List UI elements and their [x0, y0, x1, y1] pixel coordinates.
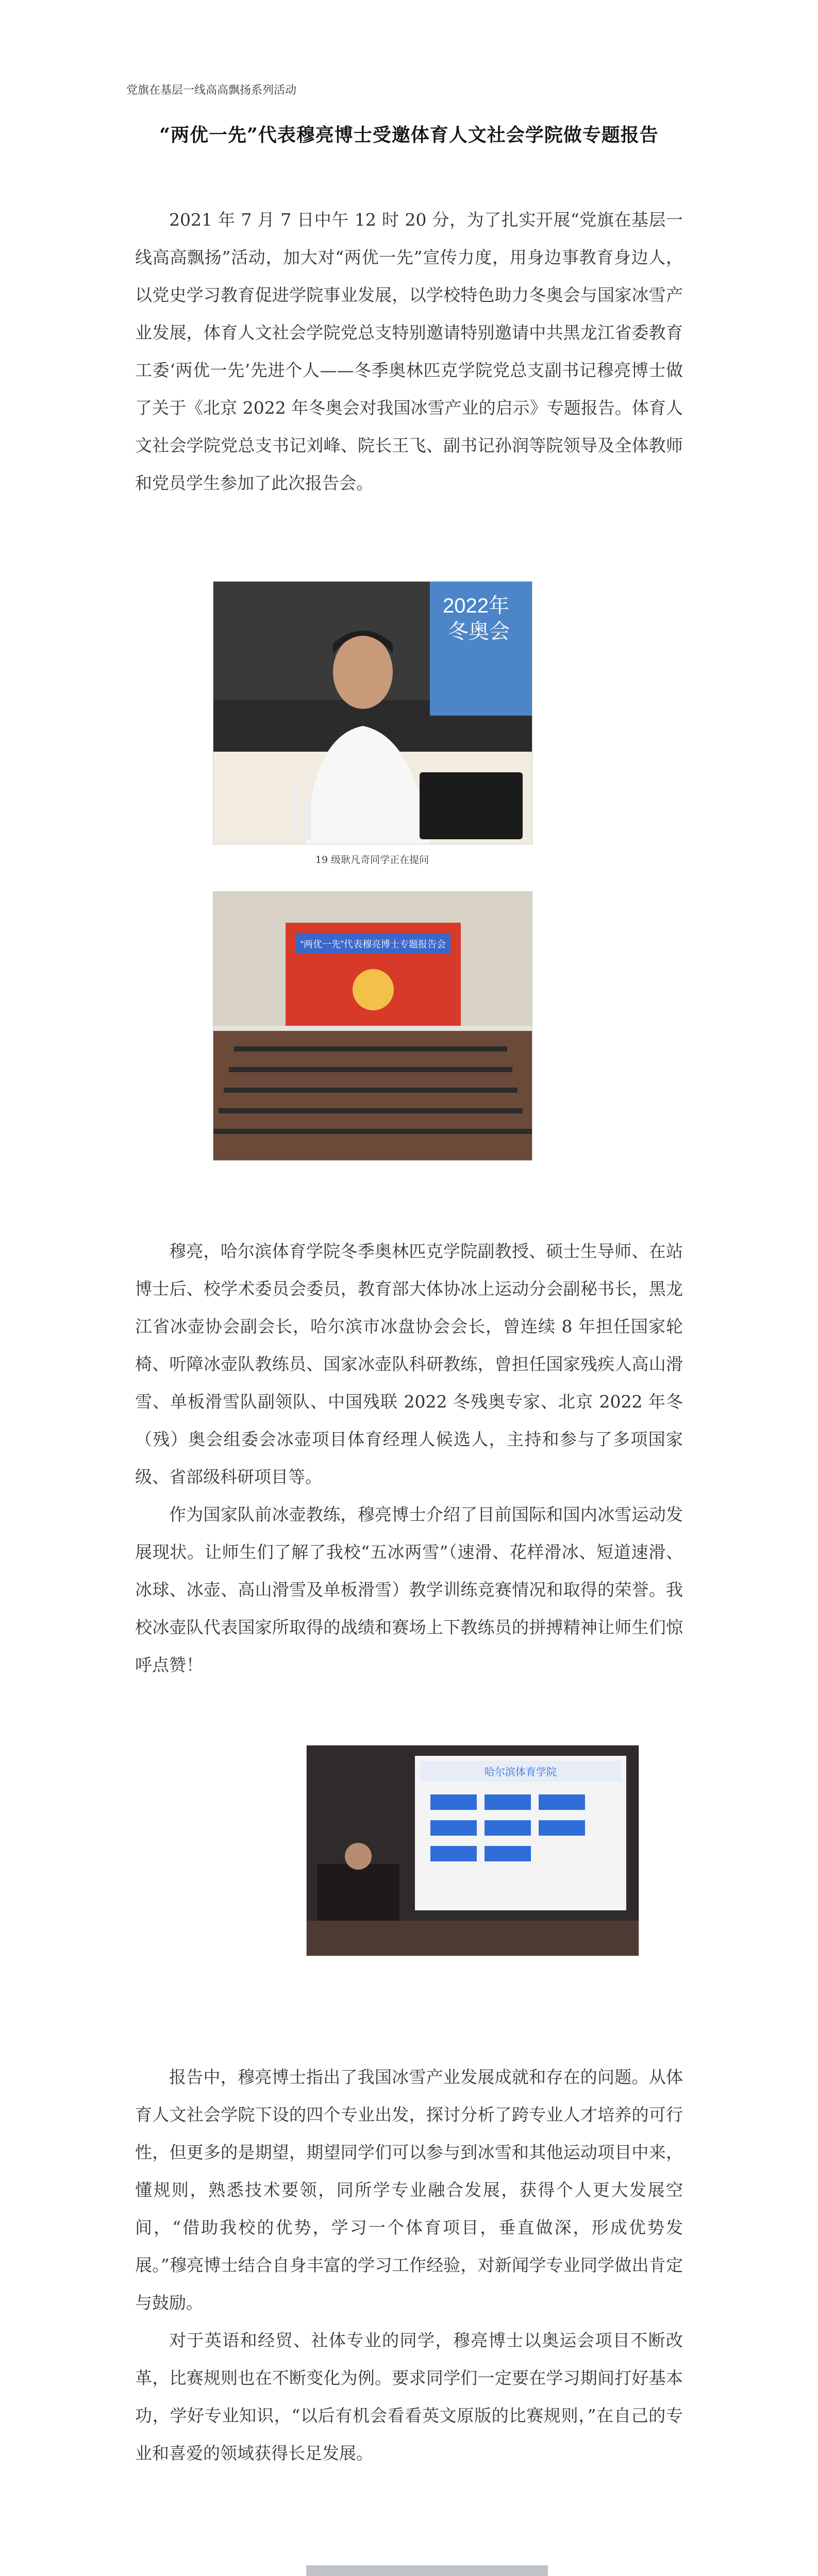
paragraph-bio: 穆亮，哈尔滨体育学院冬季奥林匹克学院副教授、硕士生导师、在站博士后、校学术委员会委员，教育部大体协冰上运动分会副秘书长，黑龙江省冰壶协会副会长，哈尔滨市冰盘协会会长，曾连续 8 年担任国家轮椅、听障冰壶队教练员、国家冰壶队科研教练，曾担任国家残疾人高山滑雪、单板滑雪队副领队、中国残联 2022 冬残奥专家、北京 2022 年冬（残）奥会组委会冰壶项目体育经理人候选人，主持和参与了多项国家级、省部级科研项目等。	[135, 1241, 683, 1487]
photo-auditorium	[213, 891, 532, 1161]
paragraph-advice: 对于英语和经贸、社体专业的同学，穆亮博士以奥运会项目不断改革，比赛规则也在不断变化为例。要求同学们一定要在学习期间打好基本功，学好专业知识，“以后有机会看看英文原版的比赛规则，”在自己的专业和喜爱的领域获得长足发展。	[135, 2330, 683, 2463]
photo-speaker	[213, 581, 532, 844]
page-title: “两优一先”代表穆亮博士受邀体育人文社会学院做专题报告	[159, 124, 659, 146]
article-body-1	[135, 201, 683, 502]
article-body-3	[135, 2058, 683, 2472]
paragraph-report: 报告中，穆亮博士指出了我国冰雪产业发展成就和存在的问题。从体育人文社会学院下设的四个专业出发，探讨分析了跨专业人才培养的可行性，但更多的是期望，期望同学们可以参与到冰雪和其他运动项目中来，懂规则，熟悉技术要领，同所学专业融合发展，获得个人更大发展空间，“借助我校的优势，学习一个体育项目，垂直做深，形成优势发展。”穆亮博士结合自身丰富的学习工作经验，对新闻学专业同学做出肯定与鼓励。	[135, 2067, 683, 2313]
photo-presentation	[306, 1745, 639, 1956]
header-tag: 党旗在基层一线高高飘扬系列活动	[126, 84, 297, 97]
overlay-text-line2: 冬奥会	[448, 620, 510, 643]
article-body-2	[135, 1232, 683, 1684]
paragraph-intro: 2021 年 7 月 7 日中午 12 时 20 分，为了扎实开展“党旗在基层一线高高飘扬”活动，加大对“两优一先”宣传力度，用身边事教育身边人，以党史学习教育促进学院事业发展，以学校特色助力冬奥会与国家冰雪产业发展，体育人文社会学院党总支特别邀请特别邀请中共黑龙江省委教育工委‘两优一先’先进个人——冬季奥林匹克学院党总支副书记穆亮博士做了关于《北京 2022 年冬奥会对我国冰雪产业的启示》专题报告。体育人文社会学院党总支书记刘峰、院长王飞、副书记孙润等院领导及全体教师和党员学生参加了此次报告会。	[135, 210, 683, 493]
photo-student-question	[306, 2565, 548, 2576]
photo-caption-speaker: 19 级耿凡奇同学正在提问	[315, 854, 429, 866]
paragraph-status: 作为国家队前冰壶教练，穆亮博士介绍了目前国际和国内冰雪运动发展现状。让师生们了解了我校“五冰两雪”（速滑、花样滑冰、短道速滑、冰球、冰壶、高山滑雪及单板滑雪）教学训练竞赛情况和取得的荣誉。我校冰壶队代表国家所取得的战绩和赛场上下教练员的拼搏精神让师生们惊呼点赞！	[135, 1504, 683, 1675]
overlay-text-line1: 2022年	[443, 595, 509, 617]
slide-title: 哈尔滨体育学院	[485, 1767, 557, 1778]
banner-text: “两优一先”代表穆亮博士专题报告会	[301, 939, 446, 950]
